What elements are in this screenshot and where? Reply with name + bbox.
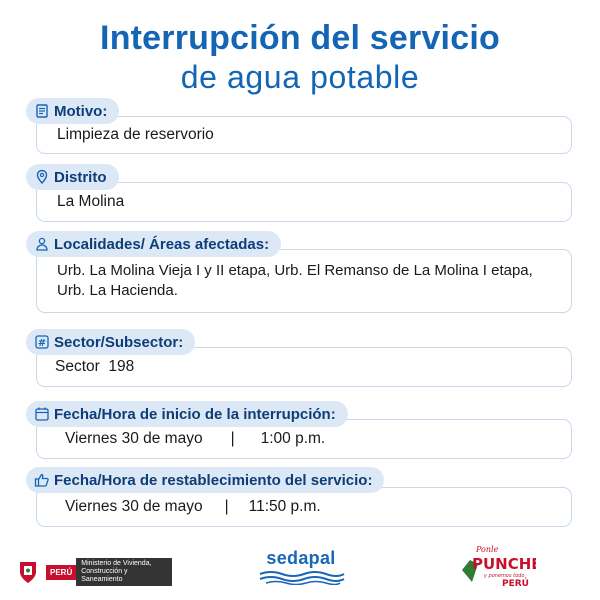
peru-shield-icon [16, 559, 40, 585]
distrito-section [26, 164, 572, 224]
distrito-value-box [36, 182, 572, 222]
inicio-label-pill [26, 401, 348, 427]
page-title [0, 18, 600, 96]
title-line-2: de agua potable [180, 59, 420, 95]
government-logo [16, 558, 172, 586]
svg-text:#: # [37, 338, 47, 349]
localidades-label-pill [26, 231, 281, 257]
svg-text:PUNCHE: PUNCHE [472, 555, 536, 573]
inicio-section [26, 401, 572, 461]
calendar-icon [34, 406, 50, 422]
sector-value: Sector 198 [55, 358, 135, 375]
localidades-value-box [36, 249, 572, 313]
localidades-value: Urb. La Molina Vieja I y II etapa, Urb. El Remanso de La Molina I etapa, Urb. La Hacienda. [57, 262, 533, 299]
svg-text:PERÚ: PERÚ [502, 579, 529, 589]
inicio-separator: | [230, 430, 235, 447]
localidades-section [26, 231, 572, 317]
sector-section [26, 329, 572, 389]
restablecimiento-label-pill [26, 467, 384, 493]
distrito-value: La Molina [57, 193, 125, 210]
restablecimiento-section [26, 467, 572, 529]
restablecimiento-date: Viernes 30 de mayo [65, 498, 203, 515]
hashtag-icon [34, 334, 50, 350]
ministry-name: Ministerio de Vivienda, Construcción y Saneamiento [76, 558, 172, 586]
restablecimiento-time: 11:50 p.m. [248, 498, 321, 515]
water-waves-icon [256, 569, 346, 585]
motivo-section [26, 98, 572, 158]
peru-tag: PERÚ [46, 565, 76, 580]
sedapal-name: sedapal [266, 548, 336, 568]
inicio-date: Viernes 30 de mayo [65, 430, 203, 447]
motivo-value-box [36, 116, 572, 154]
motivo-value: Limpieza de reservorio [57, 126, 214, 143]
sector-label: Sector/Subsector: [54, 333, 184, 351]
people-icon [34, 236, 50, 252]
motivo-label: Motivo: [54, 102, 108, 120]
svg-text:y ponemos todo: y ponemos todo [484, 573, 525, 579]
distrito-label: Distrito [54, 168, 107, 186]
distrito-label-pill [26, 164, 119, 190]
localidades-label: Localidades/ Áreas afectadas: [54, 235, 270, 253]
svg-text:Ponle: Ponle [476, 545, 499, 554]
document-icon [34, 103, 50, 119]
restablecimiento-label: Fecha/Hora de restablecimiento del servicio: [54, 471, 373, 489]
restablecimiento-separator: | [224, 498, 229, 515]
location-pin-icon [34, 169, 50, 185]
footer [0, 545, 600, 592]
sector-label-pill [26, 329, 195, 355]
inicio-label: Fecha/Hora de inicio de la interrupción: [54, 405, 336, 423]
motivo-label-pill [26, 98, 119, 124]
title-line-1: Interrupción del servicio [100, 19, 500, 57]
ponle-punche-logo [456, 542, 536, 590]
sedapal-logo [256, 548, 346, 590]
thumbs-up-icon [34, 472, 50, 488]
inicio-time: 1:00 p.m. [260, 430, 326, 447]
restablecimiento-value-box [36, 487, 572, 527]
